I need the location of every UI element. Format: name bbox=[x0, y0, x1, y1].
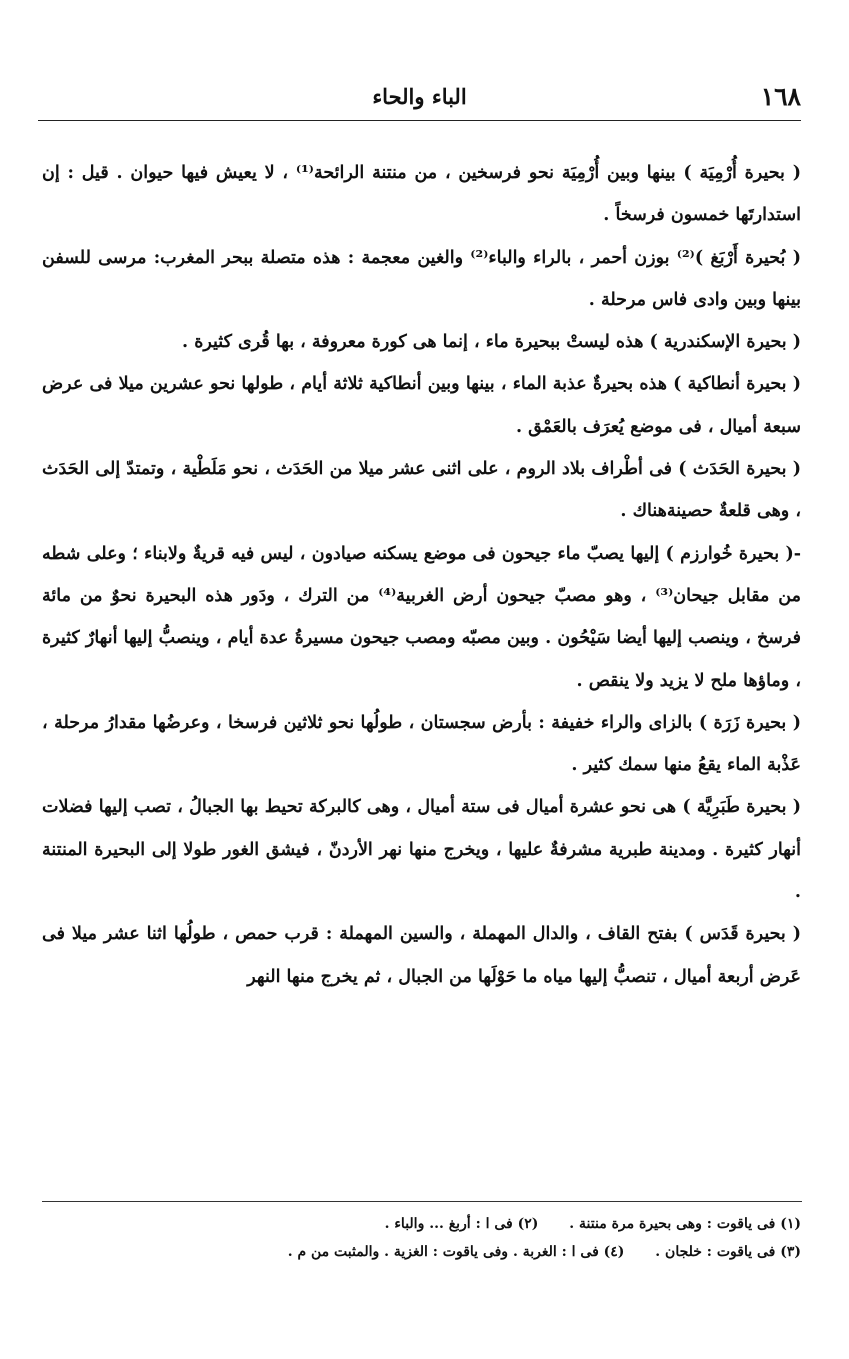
entry-paragraph: ( بحيرة الحَدَث ) فى أطْراف بلاد الروم ، على اثنى عشر ميلا من الحَدَث ، نحو مَلَطْية ، وتمتدّ إلى الحَدَث ، وهى قلعةٌ حصينةهناك . bbox=[42, 459, 801, 522]
footnote-line bbox=[42, 1210, 801, 1238]
entry-paragraph: -( بحيرة خُوارزم ) إليها يصبّ ماء جيحون فى موضع يسكنه صيادون ، ليس فيه قريةٌ ولابناء ؛ وعلى شطه من مقابل جيحان⁽³⁾ ، وهو مصبّ جيحون أرض الغربية⁽⁴⁾ من الترك ، ودَور هذه البحيرة نحوٌ من مائة فرسخ ، وينصب إليها أيضا سَيْحُون . وبين مصبّه ومصب جيحون مسيرةُ عدة أيام ، وينصبُّ إليها أنهارٌ كثيرة ، وماؤها ملح لا يزيد ولا ينقص . bbox=[42, 543, 801, 691]
main-text bbox=[42, 152, 801, 998]
footnote-1: (١) فى ياقوت : وهى بحيرة مرة منتنة . bbox=[569, 1216, 801, 1232]
page-header bbox=[38, 80, 801, 121]
running-head: الباء والحاء bbox=[372, 84, 467, 109]
entry-paragraph: ( بحيرة أنطاكية ) هذه بحيرةٌ عذبة الماء ، بينها وبين أنطاكية ثلاثة أيام ، طولها نحو عشرين ميلا فى عرض سبعة أميال ، فى موضع يُعرَف بالعَمْق . bbox=[42, 374, 801, 437]
footnote-4: (٤) فى ا : الغربة . وفى ياقوت : الغزية . والمثبت من م . bbox=[287, 1244, 625, 1260]
footnote-3: (٣) فى ياقوت : خلجان . bbox=[655, 1244, 801, 1260]
entry-paragraph: ( بحيرة زَرَة ) بالزاى والراء خفيفة : بأرض سجستان ، طولُها نحو ثلاثين فرسخا ، وعرضُها مقدارُ مرحلة ، عَذْبة الماء يقعُ منها سمك كثير . bbox=[42, 712, 801, 776]
entry-paragraph: ( بحيرة قَدَس ) بفتح القاف ، والدال المهملة ، والسين المهملة : قرب حمص ، طولُها اثنا عشر ميلا فى عَرض أربعة أميال ، تنصبُّ إليها مياه ما حَوْلَها من الجبال ، ثم يخرج منها النهر bbox=[42, 924, 801, 987]
page-number: ١٦٨ bbox=[760, 82, 801, 111]
footnote-2: (٢) فى ا : أربغ ... والباء . bbox=[384, 1216, 539, 1232]
entry-paragraph: ( بحيرة الإسكندرية ) هذه ليستْ ببحيرة ماء ، إنما هى كورة معروفة ، بها قُرى كثيرة . bbox=[182, 332, 801, 353]
entry-paragraph: ( بحيرة طَبَرِيَّة ) هى نحو عشرة أميال فى ستة أميال ، وهى كالبركة تحيط بها الجبالُ ، تصب إليها فضلات أنهار كثيرة . ومدينة طبرية مشرفةٌ عليها ، ويخرج منها نهر الأردنّ ، فيشق الغور طولا إلى البحيرة المنتنة . bbox=[42, 797, 801, 903]
footnotes bbox=[42, 1210, 801, 1266]
entry-paragraph: ( بحيرة أُرْمِيَة ) بينها وبين أُرْمِيَة نحو فرسخين ، من منتنة الرائحة⁽¹⁾ ، لا يعيش فيها حيوان . قيل : إن استدارتَها خمسون فرسخاً . bbox=[42, 163, 801, 226]
footnote-divider bbox=[42, 1201, 802, 1202]
entry-paragraph: ( بُحيرة أَرْبَغ )⁽²⁾ بوزن أحمر ، بالراء والباء⁽²⁾ والغين معجمة : هذه متصلة ببحر المغرب: مرسى للسفن بينها وبين وادى فاس مرحلة . bbox=[42, 247, 801, 310]
footnote-line bbox=[42, 1238, 801, 1266]
